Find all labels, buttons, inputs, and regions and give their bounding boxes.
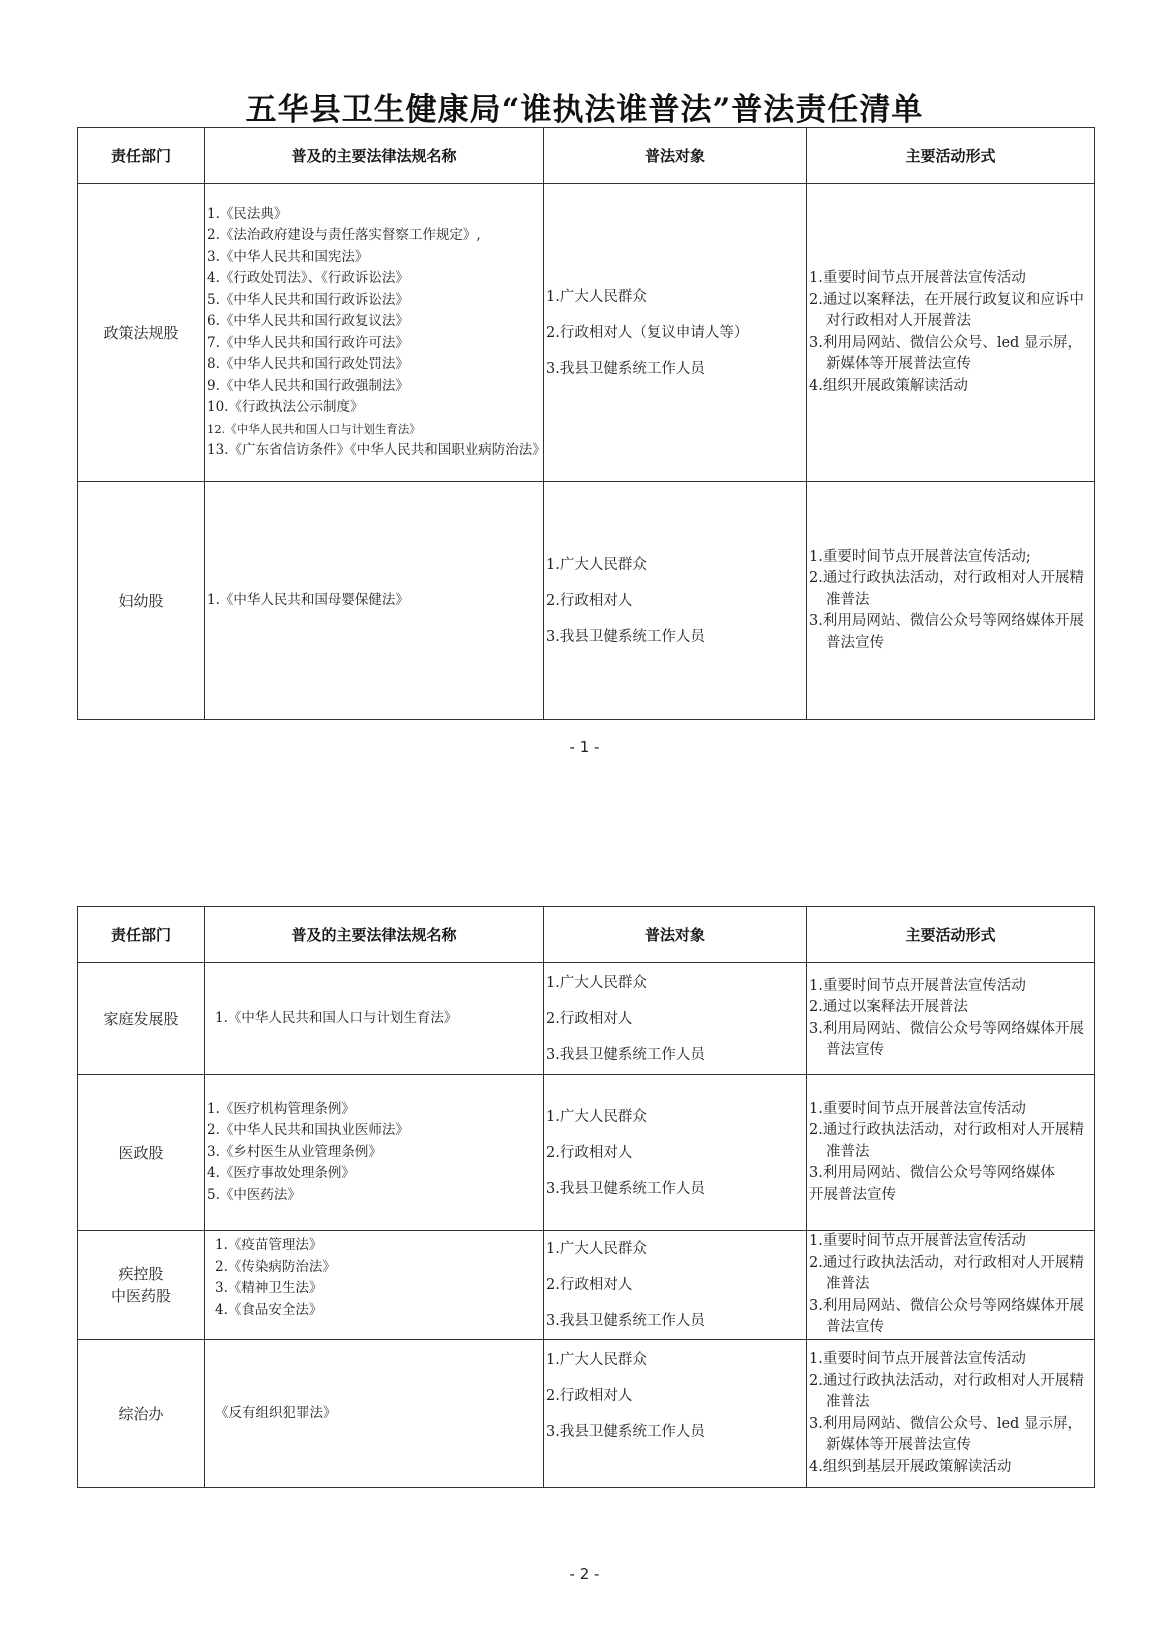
header-objects: 普法对象 (544, 128, 807, 184)
dept-cell: 妇幼股 (78, 482, 205, 720)
activities-cell (807, 963, 1095, 1075)
activity-item: 1.重要时间节点开展普法宣传活动 (809, 270, 1026, 286)
dept-cell (78, 1231, 205, 1340)
law-item: 4.《医疗事故处理条例》 (207, 1165, 355, 1182)
activity-item: 3.利用局网站、微信公众号等网络媒体 (809, 1165, 1055, 1182)
table-row-maternal-child (78, 482, 1095, 720)
law-item: 12.《中华人民共和国人口与计划生育法》 (207, 421, 421, 436)
page-number-1: - 1 - (569, 738, 600, 756)
law-item: 13.《广东省信访条件》《中华人民共和国职业病防治法》 (207, 442, 546, 458)
law-item: 8.《中华人民共和国行政处罚法》 (207, 356, 409, 372)
law-item: 6.《中华人民共和国行政复议法》 (207, 313, 409, 329)
law-item: 10.《行政执法公示制度》 (207, 399, 364, 415)
table-header-row (78, 128, 1095, 184)
law-item: 1.《中华人民共和国母婴保健法》 (207, 591, 409, 608)
law-item: 2.《中华人民共和国执业医师法》 (207, 1122, 409, 1139)
activity-item: 2.通过行政执法活动，对行政相对人开展精准普法 (809, 1122, 1084, 1160)
activity-item: 3.利用局网站、微信公众号等网络媒体开展普法宣传 (809, 1020, 1084, 1058)
activity-item: 2.通过行政执法活动，对行政相对人开展精准普法 (809, 1254, 1084, 1293)
header-laws: 普及的主要法律法规名称 (205, 907, 544, 963)
activity-item: 4.组织到基层开展政策解读活动 (809, 1458, 1012, 1475)
laws-cell (205, 963, 544, 1075)
object-item: 3.我县卫健系统工作人员 (546, 1180, 705, 1197)
law-item: 5.《中医药法》 (207, 1186, 301, 1203)
laws-cell (205, 1075, 544, 1231)
law-item: 3.《中华人民共和国宪法》 (207, 248, 369, 265)
activity-item: 1.重要时间节点开展普法宣传活动 (809, 1100, 1026, 1117)
law-item: 1.《疫苗管理法》 (215, 1237, 323, 1253)
law-item: 1.《民法典》 (207, 205, 288, 222)
law-item: 5.《中华人民共和国行政诉讼法》 (207, 291, 409, 308)
law-item: 1.《医疗机构管理条例》 (207, 1100, 355, 1117)
dept-cell: 政策法规股 (78, 184, 205, 482)
law-item: 3.《精神卫生法》 (215, 1280, 323, 1296)
object-item: 1.广大人民群众 (546, 974, 647, 991)
table-header-row (78, 907, 1095, 963)
objects-cell (544, 1231, 807, 1340)
table-row-policy-law (78, 184, 1095, 482)
header-activities: 主要活动形式 (807, 907, 1095, 963)
object-item: 1.广大人民群众 (546, 1352, 647, 1368)
responsibility-table-page-1 (77, 127, 1095, 720)
activity-item: 3.利用局网站、微信公众号等网络媒体开展普法宣传 (809, 1297, 1084, 1336)
activity-item: 3.利用局网站、微信公众号、led 显示屏，新媒体等开展普法宣传 (809, 334, 1082, 372)
activities-cell (807, 1340, 1095, 1488)
object-item: 2.行政相对人 (546, 1010, 633, 1027)
activity-item: 1.重要时间节点开展普法宣传活动 (809, 1233, 1026, 1250)
activity-item: 2.通过以案释法开展普法 (809, 999, 968, 1015)
activity-item: 1.重要时间节点开展普法宣传活动 (809, 1351, 1026, 1367)
objects-cell (544, 184, 807, 482)
laws-cell (205, 482, 544, 720)
activity-item: 3.利用局网站、微信公众号等网络媒体开展普法宣传 (809, 613, 1084, 651)
object-item: 1.广大人民群众 (546, 1241, 647, 1257)
object-item: 3.我县卫健系统工作人员 (546, 628, 705, 645)
header-objects: 普法对象 (544, 907, 807, 963)
law-item: 2.《传染病防治法》 (215, 1258, 336, 1275)
laws-cell (205, 184, 544, 482)
laws-cell (205, 1231, 544, 1340)
law-item: 3.《乡村医生从业管理条例》 (207, 1143, 382, 1160)
object-item: 2.行政相对人 (546, 1144, 633, 1161)
activities-cell (807, 184, 1095, 482)
object-item: 3.我县卫健系统工作人员 (546, 360, 705, 377)
table-row-medical-administration (78, 1075, 1095, 1231)
objects-cell (544, 482, 807, 720)
activities-cell (807, 1231, 1095, 1340)
objects-cell (544, 1340, 807, 1488)
object-item: 2.行政相对人 (546, 592, 633, 609)
law-item: 4.《行政处罚法》、《行政诉讼法》 (207, 270, 409, 286)
object-item: 2.行政相对人 (546, 1277, 633, 1293)
responsibility-table-page-2 (77, 906, 1095, 1488)
objects-cell (544, 1075, 807, 1231)
dept-cell: 家庭发展股 (78, 963, 205, 1075)
dept-line: 疾控股 (118, 1265, 164, 1283)
object-item: 1.广大人民群众 (546, 288, 647, 305)
page-number-2: - 2 - (569, 1565, 600, 1583)
object-item: 2.行政相对人（复议申请人等） (546, 324, 749, 341)
header-laws: 普及的主要法律法规名称 (205, 128, 544, 184)
activity-item: 2.通过以案释法，在开展行政复议和应诉中对行政相对人开展普法 (809, 291, 1084, 329)
law-item: 2.《法治政府建设与责任落实督察工作规定》, (207, 227, 481, 243)
header-activities: 主要活动形式 (807, 128, 1095, 184)
activity-item: 2.通过行政执法活动，对行政相对人开展精准普法 (809, 1372, 1084, 1410)
activity-item: 1.重要时间节点开展普法宣传活动 (809, 977, 1026, 994)
dept-cell: 医政股 (78, 1075, 205, 1231)
table-row-disease-control (78, 1231, 1095, 1340)
activities-cell (807, 482, 1095, 720)
activity-item: 4.组织开展政策解读活动 (809, 377, 968, 394)
activity-item: 开展普法宣传 (809, 1186, 896, 1203)
law-item: 7.《中华人民共和国行政许可法》 (207, 334, 409, 351)
header-dept: 责任部门 (78, 128, 205, 184)
dept-cell: 综治办 (78, 1340, 205, 1488)
law-item: 《反有组织犯罪法》 (215, 1404, 337, 1421)
object-item: 3.我县卫健系统工作人员 (546, 1046, 705, 1063)
law-item: 9.《中华人民共和国行政强制法》 (207, 377, 409, 394)
dept-line: 中医药股 (110, 1287, 171, 1305)
object-item: 1.广大人民群众 (546, 556, 647, 573)
activity-item: 2.通过行政执法活动，对行政相对人开展精准普法 (809, 570, 1084, 608)
law-item: 4.《食品安全法》 (215, 1301, 323, 1318)
laws-cell (205, 1340, 544, 1488)
document-title: 五华县卫生健康局“谁执法谁普法”普法责任清单 (245, 92, 924, 128)
activity-item: 1.重要时间节点开展普法宣传活动; (809, 548, 1031, 565)
object-item: 3.我县卫健系统工作人员 (546, 1424, 705, 1440)
law-item: 1.《中华人民共和国人口与计划生育法》 (215, 1009, 458, 1026)
table-row-family-development (78, 963, 1095, 1075)
activities-cell (807, 1075, 1095, 1231)
header-dept: 责任部门 (78, 907, 205, 963)
activity-item: 3.利用局网站、微信公众号、led 显示屏，新媒体等开展普法宣传 (809, 1415, 1082, 1453)
object-item: 3.我县卫健系统工作人员 (546, 1313, 705, 1329)
objects-cell (544, 963, 807, 1075)
object-item: 1.广大人民群众 (546, 1108, 647, 1125)
table-row-comprehensive-governance (78, 1340, 1095, 1488)
object-item: 2.行政相对人 (546, 1388, 633, 1404)
